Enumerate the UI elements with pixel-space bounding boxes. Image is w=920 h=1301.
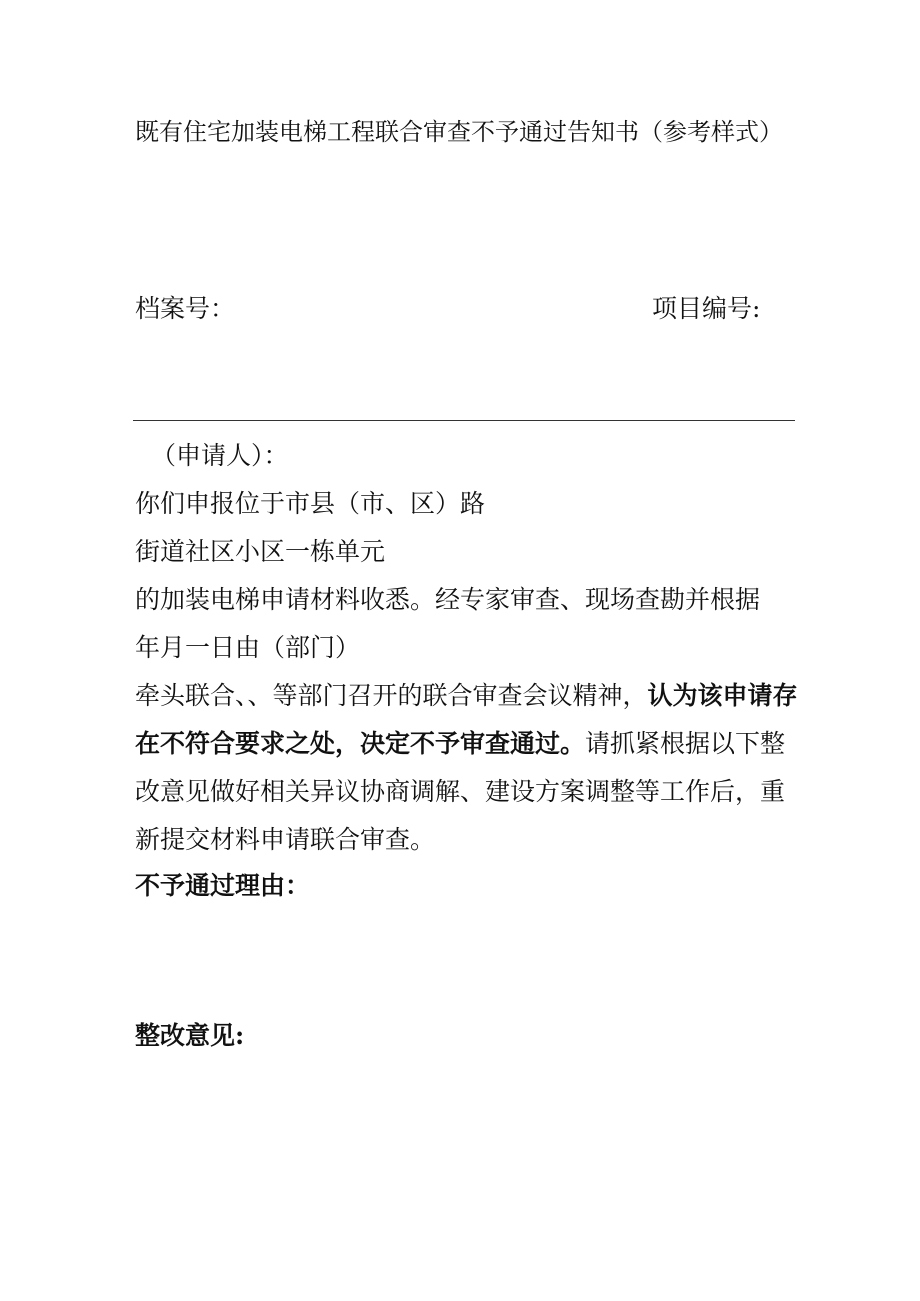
rejection-reasons-heading: 不予通过理由： bbox=[135, 871, 311, 900]
rectification-opinions-heading: 整改意见: bbox=[135, 1021, 245, 1050]
applicant-line: （申请人）： bbox=[151, 441, 289, 470]
archive-number-label: 档案号： bbox=[135, 294, 236, 323]
document-title: 既有住宅加装电梯工程联合审查不予通过告知书（参考样式） bbox=[135, 118, 783, 146]
decision-text-end: 请抓紧根据以下整改意见做好相关异议协商调解、建设方案调整等工作后，重新提交材料申请联合审查。 bbox=[135, 729, 786, 854]
decision-text-bold: 认为该申请存在不符合要求之处，决定不予审查通过。 bbox=[135, 681, 798, 758]
address-line-2: 街道社区小区一栋单元 bbox=[135, 537, 386, 566]
review-line-1: 的加装电梯申请材料收悉。经专家审查、现场查勘并根据 bbox=[135, 585, 761, 614]
address-line-1: 你们申报位于市县（市、区）路 bbox=[135, 489, 486, 518]
decision-paragraph bbox=[135, 672, 800, 864]
divider-line bbox=[133, 420, 795, 421]
project-number-label: 项目编号: bbox=[652, 294, 761, 323]
decision-text-start: 牵头联合、、等部门召开的联合审查会议精神， bbox=[135, 681, 648, 710]
notice-body bbox=[135, 432, 800, 864]
review-line-2: 年月一日由（部门） bbox=[135, 633, 361, 662]
